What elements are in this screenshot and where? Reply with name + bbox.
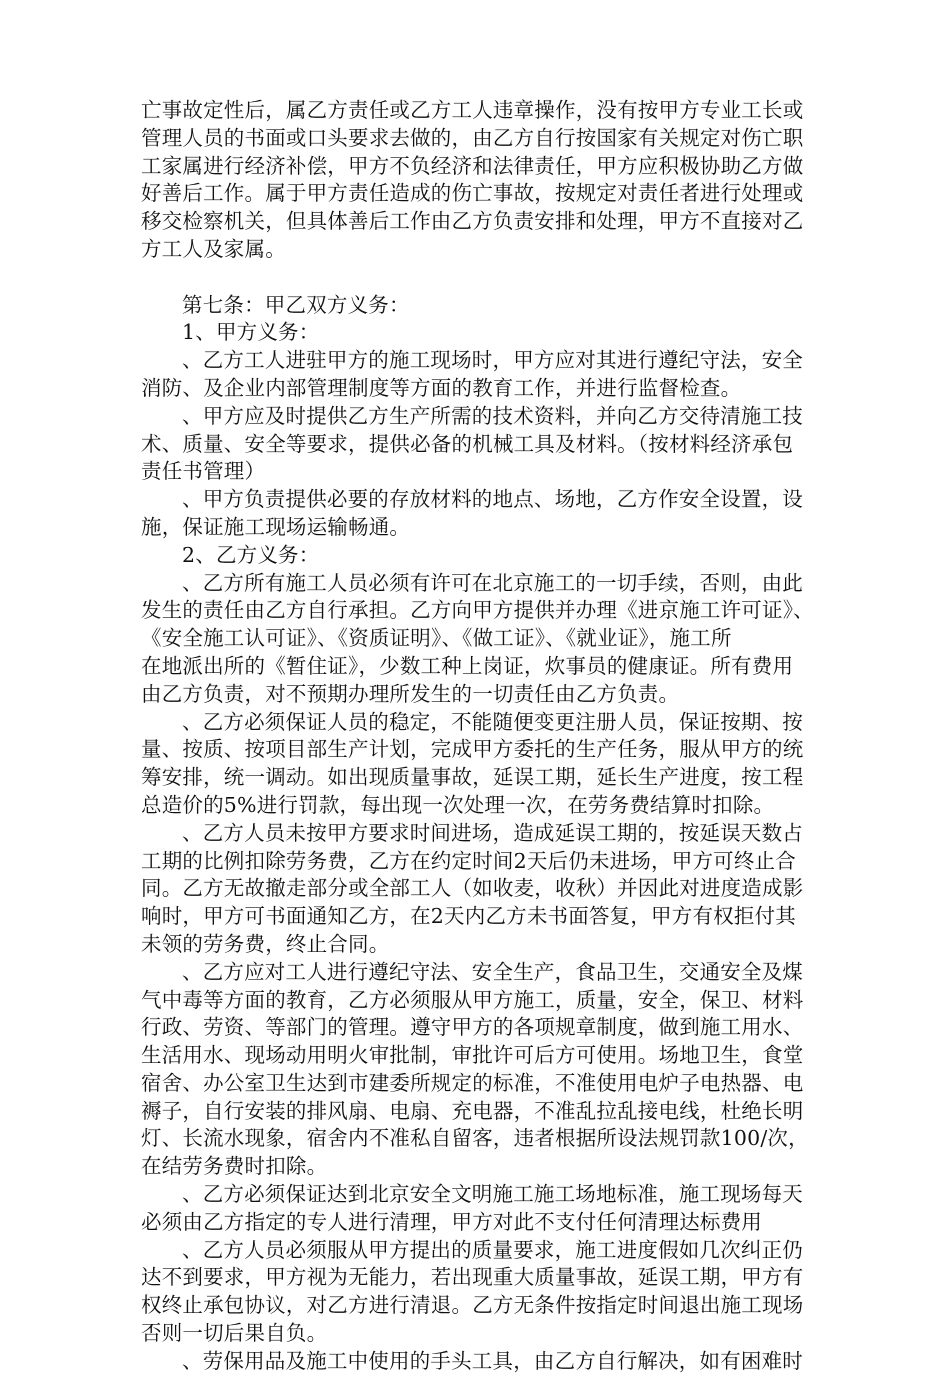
party-b-item-7 [141,1348,869,1376]
text-line: 好善后工作。属于甲方责任造成的伤亡事故，按规定对责任者进行处理或 [141,181,804,206]
party-b-item-4 [141,959,869,1181]
text-line: 否则一切后果自负。 [141,1321,328,1346]
party-b-item-2 [141,709,869,820]
text-line: 必须由乙方指定的专人进行清理，甲方对此不支付任何清理达标费用 [141,1209,762,1234]
text-line: 在结劳务费时扣除。 [141,1154,328,1179]
text-line: 、乙方人员必须服从甲方提出的质量要求，施工进度假如几次纠正仍 [182,1237,803,1262]
text-line: 响时，甲方可书面通知乙方，在2天内乙方未书面答复，甲方有权拒付其 [141,904,796,929]
text-line: 褥子，自行安装的排风扇、电扇、充电器，不准乱拉乱接电线，杜绝长明 [141,1098,804,1123]
text-line: 方工人及家属。 [141,236,286,261]
text-line: 、劳保用品及施工中使用的手头工具，由乙方自行解决，如有困难时 [182,1348,803,1373]
text-line: 在地派出所的《暂住证》，少数工种上岗证，炊事员的健康证。所有费用 [141,653,794,678]
party-a-item-1 [141,347,869,403]
party-a-obligations-heading: 1、甲方义务： [182,320,320,345]
text-line: 《安全施工认可证》、《资质证明》、《做工证》、《就业证》，施工所 [141,626,732,651]
text-line: 权终止承包协议，对乙方进行清退。乙方无条件按指定时间退出施工现场 [141,1293,804,1318]
party-b-item-1 [141,570,869,709]
article-7-title: 第七条：甲乙双方义务： [182,292,410,317]
text-line: 由乙方负责，对不预期办理所发生的一切责任由乙方负责。 [141,681,680,706]
text-line: 责任书管理） [141,459,266,484]
text-line: 筹安排，统一调动。如出现质量事故，延误工期，延长生产进度，按工程 [141,765,804,790]
text-line: 、乙方人员未按甲方要求时间进场，造成延误工期的，按延误天数占 [182,820,803,845]
text-line: 移交检察机关，但具体善后工作由乙方负责安排和处理，甲方不直接对乙 [141,209,804,234]
text-line: 、乙方所有施工人员必须有许可在北京施工的一切手续，否则，由此 [182,570,803,595]
text-line: 行政、劳资、等部门的管理。遵守甲方的各项规章制度，做到施工用水、 [141,1015,804,1040]
text-line: 总造价的5%进行罚款，每出现一次处理一次，在劳务费结算时扣除。 [141,792,775,817]
text-line: 工家属进行经济补偿，甲方不负经济和法律责任，甲方应积极协助乙方做 [141,153,804,178]
text-line: 术、质量、安全等要求，提供必备的机械工具及材料。（按材料经济承包 [141,431,794,456]
text-line: 气中毒等方面的教育，乙方必须服从甲方施工，质量，安全，保卫、材料 [141,987,804,1012]
text-line: 发生的责任由乙方自行承担。乙方向甲方提供并办理《进京施工许可证》、 [141,598,814,623]
text-line: 消防、及企业内部管理制度等方面的教育工作，并进行监督检查。 [141,375,742,400]
text-line: 、乙方应对工人进行遵纪守法、安全生产，食品卫生，交通安全及煤 [182,959,803,984]
text-line: 、乙方必须保证人员的稳定，不能随便变更注册人员，保证按期、按 [182,709,803,734]
paragraph-accident-liability [141,97,869,264]
document-body [141,97,869,1376]
text-line: 、甲方负责提供必要的存放材料的地点、场地，乙方作安全设置，设 [182,487,803,512]
text-line: 施，保证施工现场运输畅通。 [141,514,411,539]
text-line: 亡事故定性后，属乙方责任或乙方工人违章操作，没有按甲方专业工长或 [141,98,804,122]
text-line: 、甲方应及时提供乙方生产所需的技术资料，并向乙方交待清施工技 [182,403,803,428]
party-b-item-3 [141,820,869,959]
text-line: 工期的比例扣除劳务费，乙方在约定时间2天后仍未进场，甲方可终止合 [141,848,796,873]
text-line: 、乙方必须保证达到北京安全文明施工施工场地标准，施工现场每天 [182,1182,803,1207]
party-b-obligations-heading: 2、乙方义务： [182,542,320,567]
party-b-item-5 [141,1181,869,1237]
text-line: 管理人员的书面或口头要求去做的，由乙方自行按国家有关规定对伤亡职 [141,125,804,150]
text-line: 生活用水、现场动用明火审批制，审批许可后方可使用。场地卫生，食堂 [141,1043,804,1068]
party-a-item-3 [141,486,869,542]
text-line: 未领的劳务费，终止合同。 [141,931,390,956]
text-line: 灯、长流水现象，宿舍内不准私自留客，违者根据所设法规罚款100/次， [141,1126,809,1151]
party-b-item-6 [141,1237,869,1348]
text-line: 同。乙方无故撤走部分或全部工人（如收麦，收秋）并因此对进度造成影 [141,876,804,901]
text-line: 、乙方工人进驻甲方的施工现场时，甲方应对其进行遵纪守法，安全 [182,348,803,373]
text-line: 量、按质、按项目部生产计划，完成甲方委托的生产任务，服从甲方的统 [141,737,804,762]
text-line: 达不到要求，甲方视为无能力，若出现重大质量事故，延误工期，甲方有 [141,1265,804,1290]
paragraph-spacer [141,264,869,292]
text-line: 宿舍、办公室卫生达到市建委所规定的标准，不准使用电炉子电热器、电 [141,1070,804,1095]
party-a-item-2 [141,403,869,486]
